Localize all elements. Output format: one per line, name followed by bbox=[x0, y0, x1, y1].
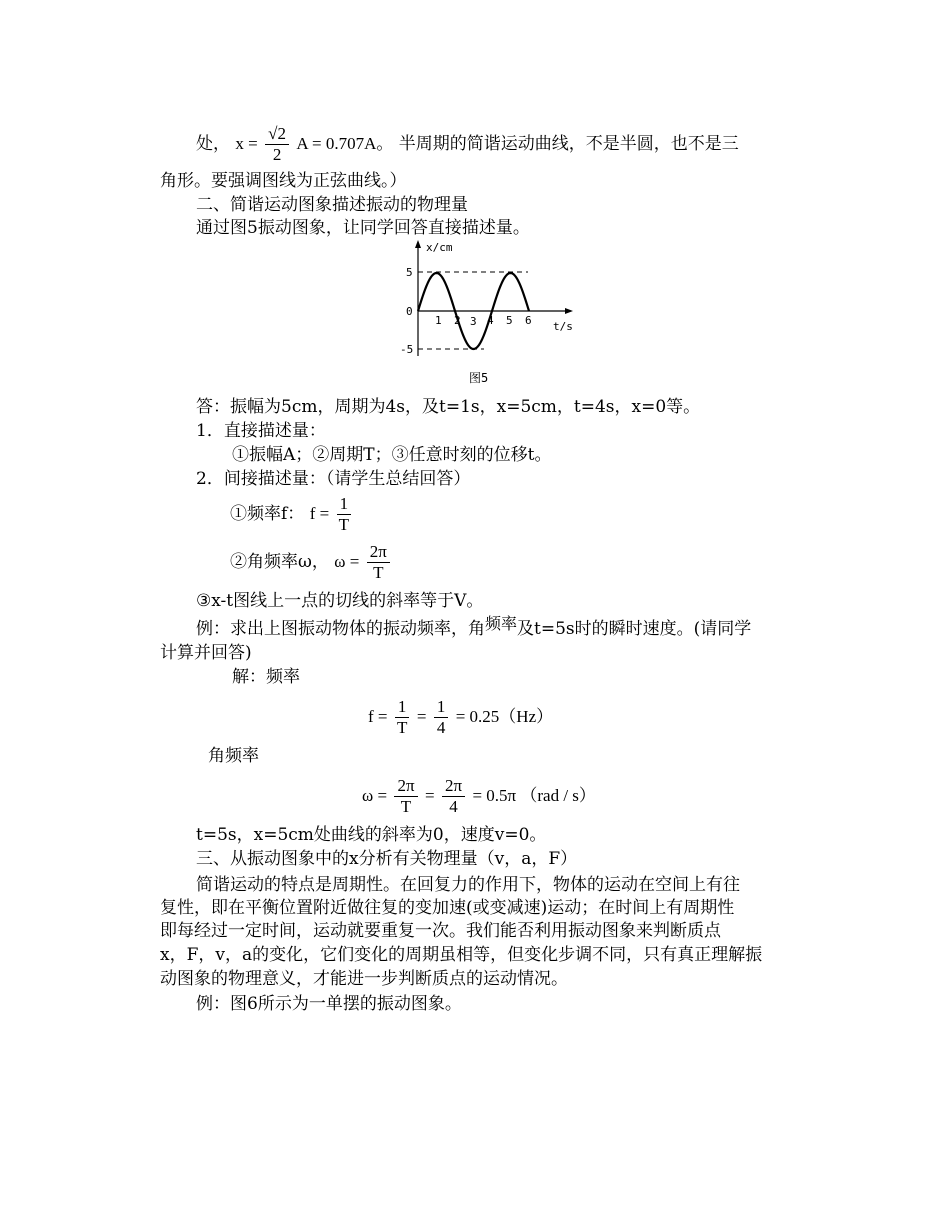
item-1-detail: ①振幅A；②周期T；③任意时刻的位移t。 bbox=[232, 445, 552, 465]
sqrt2-over-2-fraction bbox=[265, 124, 289, 165]
freq-calc-result: = 0.25（Hz） bbox=[455, 707, 554, 726]
frequency-lhs: f = bbox=[309, 504, 330, 523]
fraction-numerator: 1 bbox=[337, 494, 352, 515]
y-tick-0: 0 bbox=[406, 305, 413, 318]
example-1-inline-word: 频率 bbox=[485, 616, 518, 633]
y-tick-5: 5 bbox=[406, 266, 413, 279]
answer-line: 答：振幅为5cm，周期为4s，及t=1s，x=5cm，t=4s，x=0等。 bbox=[196, 397, 701, 417]
paragraph-line-1: 简谐运动的特点是周期性。在回复力的作用下，物体的运动在空间上有往 bbox=[196, 875, 740, 895]
paragraph-line-3: 即每经过一定时间，运动就要重复一次。我们能否利用振动图象来判断质点 bbox=[160, 921, 721, 941]
omega-calc-lhs: ω = bbox=[362, 786, 388, 805]
example-2-line: 例：图6所示为一单摆的振动图象。 bbox=[196, 994, 462, 1014]
example-1-line-c: 计算并回答) bbox=[160, 643, 252, 663]
formula-line-1 bbox=[196, 124, 739, 165]
x-tick-6: 6 bbox=[525, 314, 532, 327]
y-axis-label: x/cm bbox=[426, 241, 453, 254]
fraction-denominator: T bbox=[373, 563, 384, 582]
y-axis-arrow bbox=[415, 240, 421, 248]
frequency-definition bbox=[230, 492, 353, 536]
angular-frequency-definition bbox=[230, 540, 392, 584]
freq-calc-lhs: f = bbox=[368, 707, 388, 726]
x-tick-4: 4 bbox=[487, 314, 494, 327]
figure-5-chart bbox=[388, 238, 588, 390]
angular-frequency-calculation bbox=[362, 772, 596, 820]
line1-prefix: 处， bbox=[196, 134, 230, 154]
x-axis-arrow bbox=[565, 308, 573, 314]
intro-line: 通过图5振动图象，让同学回答直接描述量。 bbox=[196, 218, 530, 238]
fraction-denominator: T bbox=[400, 797, 412, 816]
one-over-t-fraction bbox=[337, 494, 352, 535]
section-heading-2: 二、简谐运动图象描述振动的物理量 bbox=[196, 195, 468, 215]
fraction-denominator: 4 bbox=[436, 718, 446, 737]
freq-calc-fraction-1 bbox=[395, 697, 410, 738]
example-1-text-a: 例：求出上图振动物体的振动频率，角 bbox=[196, 619, 485, 639]
item-2-heading: 2．间接描述量：（请学生总结回答） bbox=[196, 469, 471, 489]
fraction-numerator: 1 bbox=[434, 697, 449, 718]
paragraph-line-4: x，F，v，a的变化，它们变化的周期虽相等，但变化步调不同，只有真正理解振 bbox=[160, 945, 763, 965]
x-axis-label: t/s bbox=[553, 320, 573, 333]
freq-calc-equals: = bbox=[416, 707, 427, 726]
line1-rest: 半周期的简谐运动曲线，不是半圆，也不是三 bbox=[398, 134, 739, 154]
x-tick-1: 1 bbox=[435, 314, 442, 327]
paragraph-line-5: 动图象的物理意义，才能进一步判断质点的运动情况。 bbox=[160, 969, 568, 989]
omega-calc-fraction-1 bbox=[394, 776, 417, 817]
omega-calc-equals: = bbox=[424, 786, 435, 805]
item-1-heading: 1．直接描述量： bbox=[196, 421, 326, 441]
omega-calc-result: = 0.5π （rad / s） bbox=[472, 786, 596, 805]
fraction-denominator: T bbox=[396, 718, 408, 737]
fraction-numerator: 2π bbox=[442, 776, 465, 797]
solution-label: 解：频率 bbox=[232, 667, 300, 686]
angular-frequency-label-2: 角频率 bbox=[208, 746, 259, 765]
section-heading-3: 三、从振动图象中的x分析有关物理量（v，a，F） bbox=[196, 849, 578, 869]
fraction-numerator: 2π bbox=[367, 542, 390, 563]
frequency-label: ①频率f： bbox=[230, 504, 305, 524]
slope-note: ③x-t图线上一点的切线的斜率等于V。 bbox=[196, 591, 484, 611]
freq-calc-fraction-2 bbox=[434, 697, 449, 738]
line1-after-fraction: A = 0.707A。 bbox=[296, 134, 394, 153]
fraction-denominator: T bbox=[338, 515, 350, 534]
paragraph-line-2: 复性，即在平衡位置附近做往复的变加速(或变减速)运动；在时间上有周期性 bbox=[160, 898, 735, 918]
two-pi-over-t-fraction bbox=[367, 542, 390, 583]
angular-frequency-label: ②角频率ω， bbox=[230, 552, 329, 572]
example-1-text-b: 及t=5s时的瞬时速度。(请同学 bbox=[517, 619, 752, 639]
fraction-numerator: 1 bbox=[395, 697, 410, 718]
fraction-numerator: 2π bbox=[394, 776, 417, 797]
example-1-line-a bbox=[196, 618, 751, 641]
figure-caption: 图5 bbox=[469, 371, 489, 385]
fraction-denominator: 2 bbox=[272, 145, 282, 164]
x-tick-3: 3 bbox=[470, 315, 477, 328]
fraction-numerator: √2 bbox=[265, 124, 289, 145]
text-line-2: 角形。要强调图线为正弦曲线。） bbox=[160, 171, 407, 191]
x-tick-2: 2 bbox=[454, 314, 461, 327]
omega-calc-fraction-2 bbox=[442, 776, 465, 817]
frequency-calculation bbox=[368, 693, 553, 741]
x-tick-5: 5 bbox=[506, 314, 513, 327]
angular-frequency-lhs: ω = bbox=[334, 552, 360, 571]
line1-x-eq: x = bbox=[235, 134, 258, 153]
slope-answer: t=5s，x=5cm处曲线的斜率为0，速度v=0。 bbox=[196, 825, 547, 845]
y-tick-minus-5: -5 bbox=[400, 343, 414, 356]
fraction-denominator: 4 bbox=[449, 797, 458, 816]
